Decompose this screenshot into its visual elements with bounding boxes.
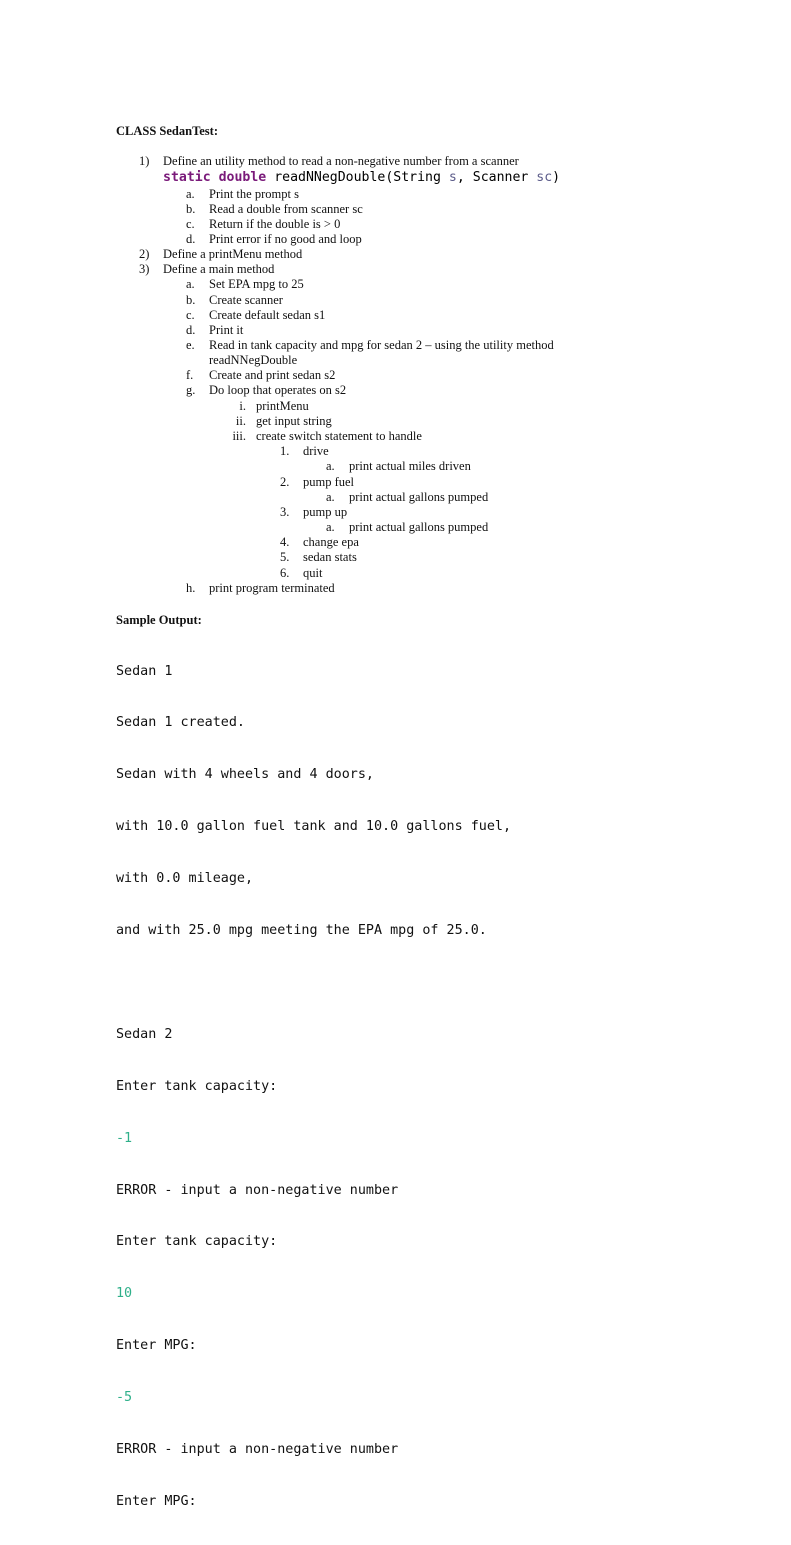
list-item-text: print program terminated: [209, 581, 335, 595]
list-item-label: f.: [186, 368, 194, 382]
sample-output-heading: Sample Output:: [116, 613, 202, 627]
list-item-text: Return if the double is > 0: [209, 217, 341, 231]
console-line: ERROR - input a non-negative number: [116, 1441, 399, 1457]
case-sub-text: print actual miles driven: [349, 459, 471, 473]
step-3-text: Define a main method: [163, 262, 275, 276]
list-item-label: a.: [186, 277, 195, 291]
console-blank-line: [116, 974, 511, 991]
console-line: with 0.0 mileage,: [116, 871, 254, 887]
case-label: 2.: [280, 475, 290, 489]
case-label: 5.: [280, 550, 290, 564]
param-name-1: s: [448, 170, 457, 185]
console-line: and with 25.0 mpg meeting the EPA mpg of 25.0.: [116, 923, 487, 939]
list-item-text: Create default sedan s1: [209, 308, 326, 322]
list-item-text: Set EPA mpg to 25: [209, 277, 304, 291]
case-text: sedan stats: [303, 550, 357, 564]
close-paren: ): [552, 170, 561, 185]
roman-label: ii.: [235, 414, 246, 428]
list-item-text: Read a double from scanner sc: [209, 202, 363, 216]
case-sub-label: a.: [326, 490, 335, 504]
case-sub-text: print actual gallons pumped: [349, 490, 489, 504]
console-line: Sedan with 4 wheels and 4 doors,: [116, 767, 374, 783]
case-label: 6.: [280, 566, 290, 580]
console-line: Enter tank capacity:: [116, 1078, 278, 1094]
list-item-label: a.: [186, 187, 195, 201]
console-line: Sedan 2: [116, 1026, 173, 1042]
roman-label: iii.: [232, 429, 246, 443]
list-item-label: g.: [186, 383, 196, 397]
list-item-label: h.: [186, 581, 196, 595]
list-item-text: Print error if no good and loop: [209, 232, 362, 246]
comma: ,: [456, 170, 465, 185]
list-item-label: e.: [186, 338, 195, 352]
class-title: CLASS SedanTest:: [116, 124, 219, 138]
list-item-label: d.: [186, 232, 196, 246]
list-item-text: Print it: [209, 323, 244, 337]
case-sub-label: a.: [326, 520, 335, 534]
param-type-2: Scanner: [472, 170, 529, 185]
list-item-text: Create scanner: [209, 293, 283, 307]
case-text: drive: [303, 444, 329, 458]
console-line: Sedan 1 created.: [116, 715, 245, 731]
console-user-input: -1: [116, 1130, 133, 1146]
console-line: Enter tank capacity:: [116, 1234, 278, 1250]
method-name: readNNegDouble: [274, 170, 386, 185]
case-sub-label: a.: [326, 459, 335, 473]
console-line: ERROR - input a non-negative number: [116, 1182, 399, 1198]
step-1-text: Define an utility method to read a non-negative number from a scanner: [163, 154, 519, 168]
console-line: Sedan 1: [116, 663, 173, 679]
list-item-label: c.: [186, 217, 195, 231]
case-text: change epa: [303, 535, 359, 549]
list-item-label: b.: [186, 293, 196, 307]
list-item-text: Read in tank capacity and mpg for sedan 2 – using the utility method: [209, 338, 554, 352]
list-item-text: Do loop that operates on s2: [209, 383, 347, 397]
list-item-label: d.: [186, 323, 196, 337]
console-line: with 10.0 gallon fuel tank and 10.0 gallons fuel,: [116, 819, 512, 835]
roman-text: printMenu: [256, 399, 309, 413]
keyword-static: static: [163, 170, 211, 185]
case-label: 1.: [280, 444, 290, 458]
case-text: pump up: [303, 505, 348, 519]
console-line: Enter MPG:: [116, 1493, 197, 1509]
sample-output-console: [116, 628, 511, 1545]
list-item-text: Print the prompt s: [209, 187, 299, 201]
console-user-input: 10: [116, 1286, 133, 1302]
list-item-continuation: readNNegDouble: [209, 353, 298, 367]
case-text: pump fuel: [303, 475, 355, 489]
keyword-double: double: [218, 170, 267, 185]
case-sub-text: print actual gallons pumped: [349, 520, 489, 534]
list-item-label: b.: [186, 202, 196, 216]
case-label: 3.: [280, 505, 290, 519]
open-paren: (: [385, 170, 394, 185]
console-line: Enter MPG:: [116, 1338, 197, 1354]
step-1-number: 1): [139, 154, 150, 168]
param-type-1: String: [393, 170, 441, 185]
roman-text: create switch statement to handle: [256, 429, 422, 443]
roman-label: i.: [239, 399, 246, 413]
roman-text: get input string: [256, 414, 332, 428]
case-text: quit: [303, 566, 323, 580]
console-user-input: -5: [116, 1390, 133, 1406]
method-signature: [163, 170, 560, 185]
case-label: 4.: [280, 535, 290, 549]
step-3-number: 3): [139, 262, 150, 276]
param-name-2: sc: [536, 170, 553, 185]
list-item-text: Create and print sedan s2: [209, 368, 336, 382]
list-item-label: c.: [186, 308, 195, 322]
step-2-number: 2): [139, 247, 150, 261]
step-2-text: Define a printMenu method: [163, 247, 303, 261]
